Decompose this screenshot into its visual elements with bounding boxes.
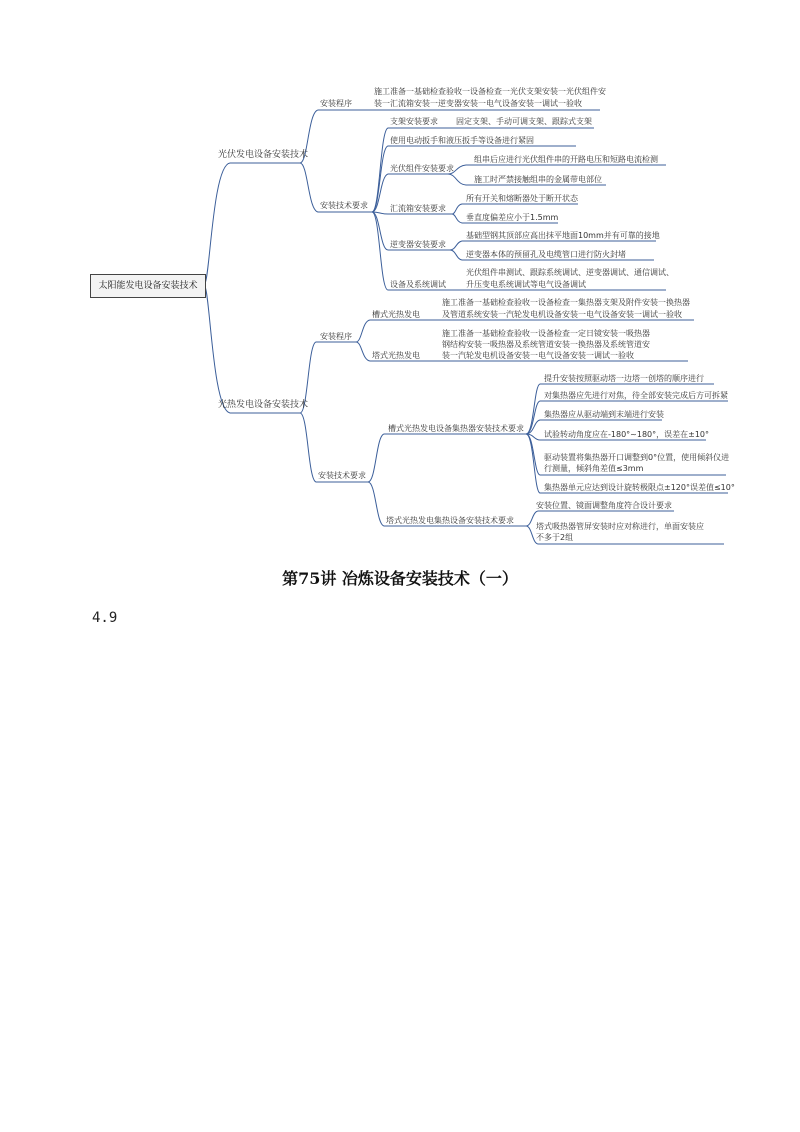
st-proc-label: 安装程序 [320,332,352,341]
st-trough-req-2: 对集热器应先进行对焦，待全部安装完成后方可拆紧 [544,391,728,400]
pv-bracket-label: 支架安装要求 [390,117,438,126]
st-tower-req-1: 安装位置、镜面调整角度符合设计要求 [536,501,672,510]
st-trough-req-4: 试验转动角度应在-180°~180°，误差在±10° [544,430,710,439]
pv-combiner-label: 汇流箱安装要求 [390,204,446,213]
pv-debug-detail-2: 升压变电系统调试等电气设备调试 [466,280,586,289]
st-tower-req-2a: 塔式吸热器管屏安装时应对称进行，单面安装应 [536,522,704,531]
pv-tool-detail: 使用电动扳手和液压扳手等设备进行紧固 [390,136,534,145]
st-trough-detail-1: 施工准备一基础检查验收一设备检查一集热器支架及附件安装一换热器 [442,298,690,307]
pv-debug-detail-1: 光伏组件串测试、跟踪系统调试、逆变器调试、通信调试、 [466,268,674,277]
pv-inverter-label: 逆变器安装要求 [390,240,446,249]
st-tower-label: 塔式光热发电 [372,351,420,360]
st-tower-detail-3: 装一汽轮发电机设备安装一电气设备安装一调试一验收 [442,351,634,360]
pv-proc-label: 安装程序 [320,99,352,108]
st-tower-req-2b: 不多于2组 [536,533,574,542]
pv-module-detail-2: 施工时严禁接触组串的金属带电部位 [474,175,602,184]
st-tower-req-label: 塔式光热发电集热设备安装技术要求 [386,516,514,525]
mind-map [0,0,800,560]
pv-inverter-detail-1: 基础型钢其顶部应高出抹平地面10mm并有可靠的接地 [466,231,660,240]
pv-combiner-detail-2: 垂直度偏差应小于1.5mm [466,213,559,222]
pv-module-label: 光伏组件安装要求 [390,164,454,173]
st-trough-label: 槽式光热发电 [372,310,420,319]
st-trough-req-5a: 驱动装置将集热器开口调整到0°位置，使用倾斜仪进 [544,453,730,462]
pv-bracket-detail: 固定支架、手动可调支架、跟踪式支架 [456,117,592,126]
pv-debug-label: 设备及系统调试 [390,280,446,289]
st-trough-req-5b: 行测量，倾斜角差值≤3mm [544,464,644,473]
pv-branch-label: 光伏发电设备安装技术 [218,150,309,160]
st-tower-detail-2: 钢结构安装一吸热器及系统管道安装一换热器及系统管道安 [442,340,650,349]
pv-req-label: 安装技术要求 [320,201,368,210]
st-trough-detail-2: 及管道系统安装一汽轮发电机设备安装一电气设备安装一调试一验收 [442,310,682,319]
lecture-title: 第75讲 冶炼设备安装技术（一） [282,569,518,588]
pv-proc-line2: 装一汇流箱安装一逆变器安装一电气设备安装一调试一验收 [374,99,582,108]
st-trough-req-6: 集热器单元应达到设计旋转极限点±120°误差值≤10° [544,483,735,492]
pv-module-detail-1: 组串后应进行光伏组件串的开路电压和短路电流检测 [474,155,658,164]
st-trough-req-1: 提升安装按照驱动塔一边塔一创塔的顺序进行 [544,374,704,383]
pv-combiner-detail-1: 所有开关和熔断器处于断开状态 [466,194,578,203]
st-trough-req-label: 槽式光热发电设备集热器安装技术要求 [388,424,524,433]
pv-inverter-detail-2: 逆变器本体的预留孔及电缆管口进行防火封堵 [466,250,626,259]
st-trough-req-3: 集热器应从驱动端到末端进行安装 [544,410,664,419]
section-number: 4.9 [92,610,118,626]
st-tower-detail-1: 施工准备一基础检查验收一设备检查一定日镜安装一吸热器 [442,329,650,338]
pv-proc-line1: 施工准备一基础检查验收一设备检查一光伏支架安装一光伏组件安 [374,87,606,96]
st-req-label: 安装技术要求 [318,471,366,480]
st-branch-label: 光热发电设备安装技术 [218,400,309,410]
root-node: 太阳能发电设备安装技术 [90,274,206,298]
